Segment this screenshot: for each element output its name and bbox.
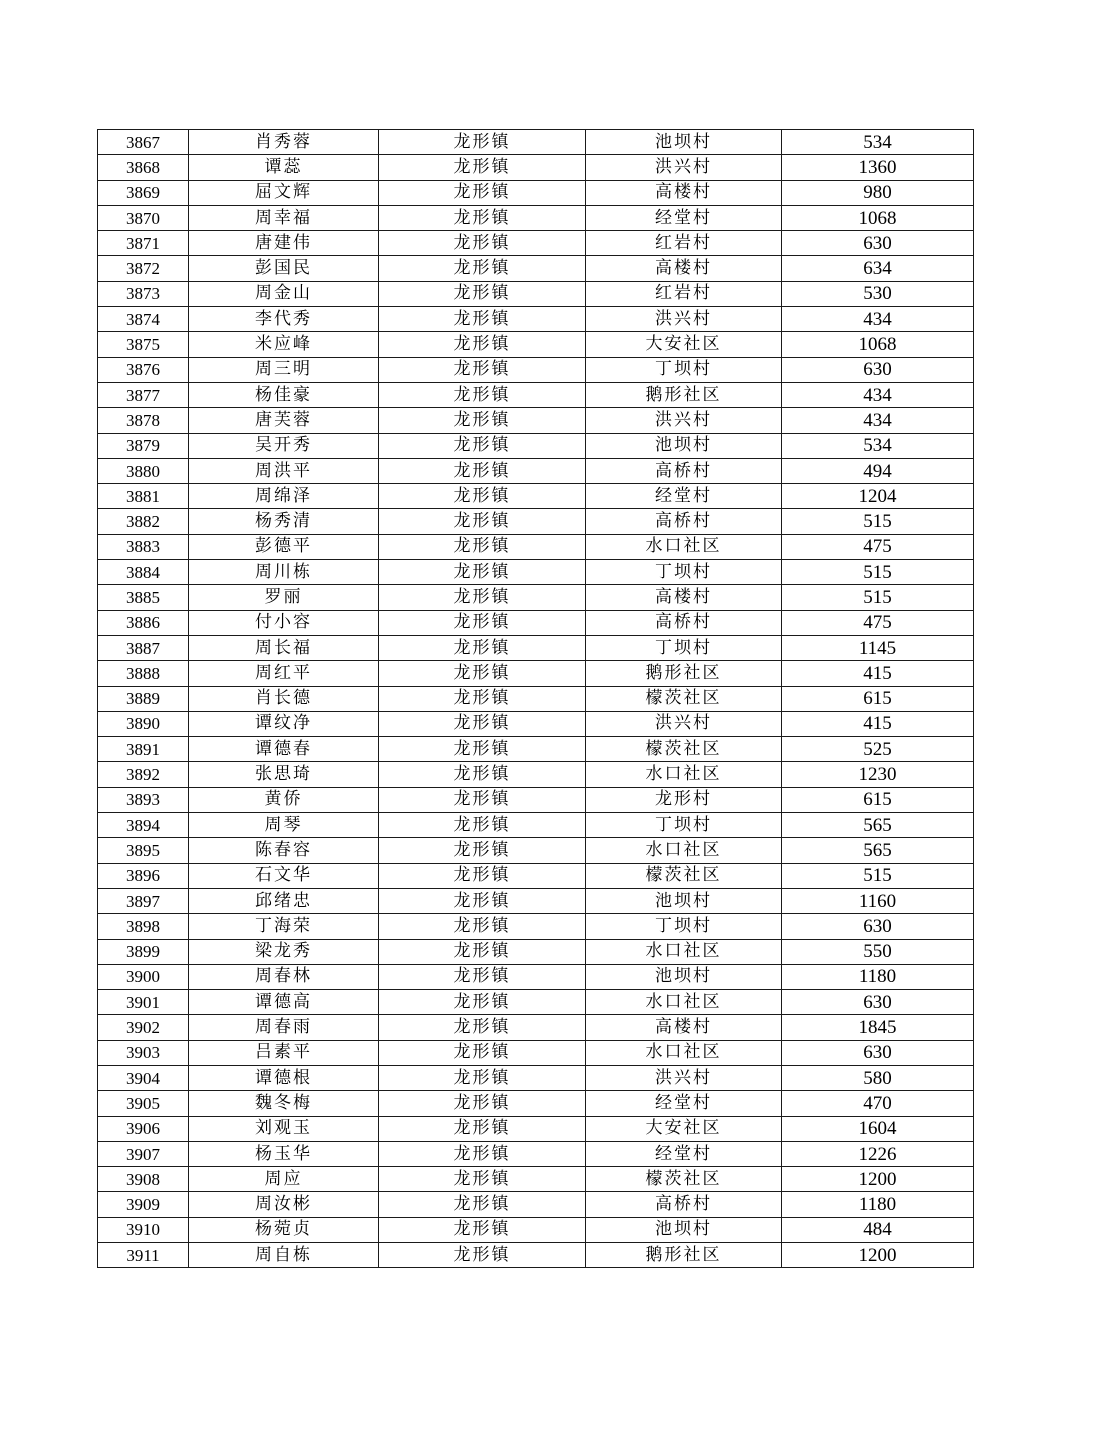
town-cell: 龙形镇 xyxy=(379,1015,586,1040)
village-cell: 高桥村 xyxy=(586,509,782,534)
record-number-cell: 3889 xyxy=(98,686,189,711)
amount-cell: 515 xyxy=(782,863,974,888)
person-name-cell: 丁海荣 xyxy=(189,914,379,939)
table-row xyxy=(98,1243,974,1268)
town-cell: 龙形镇 xyxy=(379,256,586,281)
table-row xyxy=(98,1065,974,1090)
amount-cell: 1604 xyxy=(782,1116,974,1141)
amount-cell: 1230 xyxy=(782,762,974,787)
town-cell: 龙形镇 xyxy=(379,458,586,483)
amount-cell: 1145 xyxy=(782,635,974,660)
table-row xyxy=(98,231,974,256)
record-number-cell: 3899 xyxy=(98,939,189,964)
person-name-cell: 石文华 xyxy=(189,863,379,888)
town-cell: 龙形镇 xyxy=(379,863,586,888)
amount-cell: 565 xyxy=(782,813,974,838)
table-row xyxy=(98,585,974,610)
town-cell: 龙形镇 xyxy=(379,357,586,382)
town-cell: 龙形镇 xyxy=(379,534,586,559)
town-cell: 龙形镇 xyxy=(379,281,586,306)
person-name-cell: 付小容 xyxy=(189,610,379,635)
record-number-cell: 3887 xyxy=(98,635,189,660)
record-number-cell: 3869 xyxy=(98,180,189,205)
village-cell: 檬茨社区 xyxy=(586,686,782,711)
record-number-cell: 3910 xyxy=(98,1217,189,1242)
amount-cell: 1200 xyxy=(782,1243,974,1268)
table-row xyxy=(98,534,974,559)
village-cell: 丁坝村 xyxy=(586,635,782,660)
amount-cell: 1068 xyxy=(782,205,974,230)
town-cell: 龙形镇 xyxy=(379,1192,586,1217)
amount-cell: 534 xyxy=(782,433,974,458)
person-name-cell: 谭蕊 xyxy=(189,155,379,180)
village-cell: 高楼村 xyxy=(586,1015,782,1040)
record-number-cell: 3907 xyxy=(98,1141,189,1166)
table-row xyxy=(98,686,974,711)
person-name-cell: 周红平 xyxy=(189,661,379,686)
amount-cell: 630 xyxy=(782,1040,974,1065)
person-name-cell: 罗丽 xyxy=(189,585,379,610)
table-row xyxy=(98,1192,974,1217)
table-row xyxy=(98,661,974,686)
amount-cell: 515 xyxy=(782,509,974,534)
record-number-cell: 3881 xyxy=(98,484,189,509)
village-cell: 经堂村 xyxy=(586,1091,782,1116)
amount-cell: 615 xyxy=(782,686,974,711)
record-number-cell: 3896 xyxy=(98,863,189,888)
village-cell: 鹅形社区 xyxy=(586,661,782,686)
record-number-cell: 3893 xyxy=(98,787,189,812)
village-cell: 大安社区 xyxy=(586,1116,782,1141)
village-cell: 洪兴村 xyxy=(586,307,782,332)
town-cell: 龙形镇 xyxy=(379,813,586,838)
person-name-cell: 唐芙蓉 xyxy=(189,408,379,433)
person-name-cell: 黄侨 xyxy=(189,787,379,812)
amount-cell: 434 xyxy=(782,382,974,407)
table-row xyxy=(98,1141,974,1166)
amount-cell: 580 xyxy=(782,1065,974,1090)
amount-cell: 565 xyxy=(782,838,974,863)
amount-cell: 515 xyxy=(782,585,974,610)
amount-cell: 630 xyxy=(782,231,974,256)
amount-cell: 1226 xyxy=(782,1141,974,1166)
town-cell: 龙形镇 xyxy=(379,762,586,787)
town-cell: 龙形镇 xyxy=(379,787,586,812)
person-name-cell: 周长福 xyxy=(189,635,379,660)
table-row xyxy=(98,560,974,585)
table-row xyxy=(98,180,974,205)
record-number-cell: 3873 xyxy=(98,281,189,306)
table-row xyxy=(98,787,974,812)
table-row xyxy=(98,762,974,787)
amount-cell: 1845 xyxy=(782,1015,974,1040)
town-cell: 龙形镇 xyxy=(379,382,586,407)
village-cell: 池坝村 xyxy=(586,130,782,155)
village-cell: 檬茨社区 xyxy=(586,863,782,888)
village-cell: 经堂村 xyxy=(586,205,782,230)
record-number-cell: 3871 xyxy=(98,231,189,256)
person-name-cell: 谭德高 xyxy=(189,990,379,1015)
table-row xyxy=(98,155,974,180)
village-cell: 经堂村 xyxy=(586,484,782,509)
record-number-cell: 3890 xyxy=(98,711,189,736)
village-cell: 高楼村 xyxy=(586,256,782,281)
town-cell: 龙形镇 xyxy=(379,307,586,332)
village-cell: 丁坝村 xyxy=(586,914,782,939)
amount-cell: 534 xyxy=(782,130,974,155)
record-number-cell: 3868 xyxy=(98,155,189,180)
table-row xyxy=(98,1167,974,1192)
amount-cell: 470 xyxy=(782,1091,974,1116)
village-cell: 高楼村 xyxy=(586,585,782,610)
record-number-cell: 3894 xyxy=(98,813,189,838)
amount-cell: 630 xyxy=(782,357,974,382)
table-row xyxy=(98,509,974,534)
table-row xyxy=(98,635,974,660)
record-number-cell: 3879 xyxy=(98,433,189,458)
record-number-cell: 3875 xyxy=(98,332,189,357)
record-number-cell: 3867 xyxy=(98,130,189,155)
village-cell: 高楼村 xyxy=(586,180,782,205)
town-cell: 龙形镇 xyxy=(379,408,586,433)
record-number-cell: 3901 xyxy=(98,990,189,1015)
record-number-cell: 3906 xyxy=(98,1116,189,1141)
person-name-cell: 吴开秀 xyxy=(189,433,379,458)
table-row xyxy=(98,939,974,964)
town-cell: 龙形镇 xyxy=(379,1040,586,1065)
village-cell: 水口社区 xyxy=(586,762,782,787)
amount-cell: 475 xyxy=(782,534,974,559)
town-cell: 龙形镇 xyxy=(379,737,586,762)
town-cell: 龙形镇 xyxy=(379,661,586,686)
person-name-cell: 吕素平 xyxy=(189,1040,379,1065)
person-name-cell: 魏冬梅 xyxy=(189,1091,379,1116)
table-row xyxy=(98,1116,974,1141)
table-row xyxy=(98,1040,974,1065)
record-number-cell: 3882 xyxy=(98,509,189,534)
person-name-cell: 周洪平 xyxy=(189,458,379,483)
amount-cell: 434 xyxy=(782,307,974,332)
table-row xyxy=(98,256,974,281)
person-name-cell: 唐建伟 xyxy=(189,231,379,256)
record-number-cell: 3905 xyxy=(98,1091,189,1116)
record-number-cell: 3885 xyxy=(98,585,189,610)
town-cell: 龙形镇 xyxy=(379,231,586,256)
table-row xyxy=(98,307,974,332)
village-cell: 洪兴村 xyxy=(586,1065,782,1090)
village-cell: 池坝村 xyxy=(586,433,782,458)
amount-cell: 630 xyxy=(782,990,974,1015)
village-cell: 洪兴村 xyxy=(586,155,782,180)
person-name-cell: 周春林 xyxy=(189,964,379,989)
village-cell: 经堂村 xyxy=(586,1141,782,1166)
amount-cell: 1160 xyxy=(782,888,974,913)
person-name-cell: 杨佳豪 xyxy=(189,382,379,407)
amount-cell: 980 xyxy=(782,180,974,205)
table-row xyxy=(98,711,974,736)
person-name-cell: 谭纹净 xyxy=(189,711,379,736)
town-cell: 龙形镇 xyxy=(379,180,586,205)
village-cell: 丁坝村 xyxy=(586,357,782,382)
record-number-cell: 3883 xyxy=(98,534,189,559)
village-cell: 池坝村 xyxy=(586,888,782,913)
person-name-cell: 米应峰 xyxy=(189,332,379,357)
record-number-cell: 3900 xyxy=(98,964,189,989)
village-cell: 水口社区 xyxy=(586,939,782,964)
village-cell: 红岩村 xyxy=(586,231,782,256)
town-cell: 龙形镇 xyxy=(379,332,586,357)
record-number-cell: 3886 xyxy=(98,610,189,635)
amount-cell: 1180 xyxy=(782,1192,974,1217)
record-number-cell: 3876 xyxy=(98,357,189,382)
village-cell: 水口社区 xyxy=(586,990,782,1015)
record-number-cell: 3908 xyxy=(98,1167,189,1192)
amount-cell: 1068 xyxy=(782,332,974,357)
amount-cell: 634 xyxy=(782,256,974,281)
person-name-cell: 周自栋 xyxy=(189,1243,379,1268)
record-number-cell: 3904 xyxy=(98,1065,189,1090)
village-cell: 高桥村 xyxy=(586,610,782,635)
town-cell: 龙形镇 xyxy=(379,635,586,660)
town-cell: 龙形镇 xyxy=(379,509,586,534)
town-cell: 龙形镇 xyxy=(379,888,586,913)
table-row xyxy=(98,888,974,913)
record-number-cell: 3872 xyxy=(98,256,189,281)
table-row xyxy=(98,357,974,382)
table-row xyxy=(98,813,974,838)
record-number-cell: 3884 xyxy=(98,560,189,585)
person-name-cell: 邱绪忠 xyxy=(189,888,379,913)
town-cell: 龙形镇 xyxy=(379,560,586,585)
village-cell: 洪兴村 xyxy=(586,711,782,736)
table-row xyxy=(98,408,974,433)
town-cell: 龙形镇 xyxy=(379,585,586,610)
amount-cell: 1200 xyxy=(782,1167,974,1192)
person-name-cell: 周川栋 xyxy=(189,560,379,585)
record-number-cell: 3895 xyxy=(98,838,189,863)
record-number-cell: 3877 xyxy=(98,382,189,407)
town-cell: 龙形镇 xyxy=(379,610,586,635)
person-name-cell: 周金山 xyxy=(189,281,379,306)
person-name-cell: 刘观玉 xyxy=(189,1116,379,1141)
amount-cell: 1180 xyxy=(782,964,974,989)
table-row xyxy=(98,990,974,1015)
record-number-cell: 3870 xyxy=(98,205,189,230)
table-row xyxy=(98,964,974,989)
village-cell: 水口社区 xyxy=(586,1040,782,1065)
person-name-cell: 梁龙秀 xyxy=(189,939,379,964)
table-row xyxy=(98,332,974,357)
amount-cell: 475 xyxy=(782,610,974,635)
table-row xyxy=(98,1217,974,1242)
record-number-cell: 3897 xyxy=(98,888,189,913)
table-row xyxy=(98,484,974,509)
amount-cell: 525 xyxy=(782,737,974,762)
amount-cell: 630 xyxy=(782,914,974,939)
village-cell: 丁坝村 xyxy=(586,813,782,838)
village-cell: 鹅形社区 xyxy=(586,1243,782,1268)
amount-cell: 494 xyxy=(782,458,974,483)
person-name-cell: 周幸福 xyxy=(189,205,379,230)
record-number-cell: 3891 xyxy=(98,737,189,762)
table-row xyxy=(98,838,974,863)
town-cell: 龙形镇 xyxy=(379,1065,586,1090)
amount-cell: 434 xyxy=(782,408,974,433)
record-number-cell: 3902 xyxy=(98,1015,189,1040)
village-cell: 高桥村 xyxy=(586,1192,782,1217)
table-row xyxy=(98,130,974,155)
town-cell: 龙形镇 xyxy=(379,1091,586,1116)
table-row xyxy=(98,914,974,939)
table-row xyxy=(98,863,974,888)
record-number-cell: 3880 xyxy=(98,458,189,483)
town-cell: 龙形镇 xyxy=(379,990,586,1015)
table-row xyxy=(98,281,974,306)
village-cell: 龙形村 xyxy=(586,787,782,812)
person-name-cell: 彭国民 xyxy=(189,256,379,281)
person-name-cell: 周绵泽 xyxy=(189,484,379,509)
town-cell: 龙形镇 xyxy=(379,1141,586,1166)
village-cell: 大安社区 xyxy=(586,332,782,357)
town-cell: 龙形镇 xyxy=(379,964,586,989)
record-number-cell: 3888 xyxy=(98,661,189,686)
town-cell: 龙形镇 xyxy=(379,711,586,736)
person-name-cell: 谭德春 xyxy=(189,737,379,762)
town-cell: 龙形镇 xyxy=(379,205,586,230)
town-cell: 龙形镇 xyxy=(379,838,586,863)
person-name-cell: 周琴 xyxy=(189,813,379,838)
amount-cell: 515 xyxy=(782,560,974,585)
person-name-cell: 张思琦 xyxy=(189,762,379,787)
table-row xyxy=(98,458,974,483)
town-cell: 龙形镇 xyxy=(379,433,586,458)
table-row xyxy=(98,1015,974,1040)
record-number-cell: 3909 xyxy=(98,1192,189,1217)
town-cell: 龙形镇 xyxy=(379,130,586,155)
town-cell: 龙形镇 xyxy=(379,1116,586,1141)
person-name-cell: 周春雨 xyxy=(189,1015,379,1040)
person-name-cell: 杨玉华 xyxy=(189,1141,379,1166)
person-name-cell: 肖长德 xyxy=(189,686,379,711)
person-name-cell: 屈文辉 xyxy=(189,180,379,205)
village-cell: 丁坝村 xyxy=(586,560,782,585)
amount-cell: 415 xyxy=(782,711,974,736)
person-name-cell: 陈春容 xyxy=(189,838,379,863)
record-number-cell: 3878 xyxy=(98,408,189,433)
village-cell: 水口社区 xyxy=(586,838,782,863)
amount-cell: 530 xyxy=(782,281,974,306)
record-number-cell: 3911 xyxy=(98,1243,189,1268)
table-row xyxy=(98,610,974,635)
table-row xyxy=(98,433,974,458)
person-name-cell: 李代秀 xyxy=(189,307,379,332)
person-name-cell: 周汝彬 xyxy=(189,1192,379,1217)
person-name-cell: 彭德平 xyxy=(189,534,379,559)
town-cell: 龙形镇 xyxy=(379,484,586,509)
person-name-cell: 周三明 xyxy=(189,357,379,382)
village-cell: 池坝村 xyxy=(586,1217,782,1242)
town-cell: 龙形镇 xyxy=(379,155,586,180)
village-cell: 水口社区 xyxy=(586,534,782,559)
record-number-cell: 3898 xyxy=(98,914,189,939)
person-name-cell: 肖秀蓉 xyxy=(189,130,379,155)
record-number-cell: 3892 xyxy=(98,762,189,787)
roster-table xyxy=(97,129,974,1268)
town-cell: 龙形镇 xyxy=(379,939,586,964)
amount-cell: 550 xyxy=(782,939,974,964)
village-cell: 鹅形社区 xyxy=(586,382,782,407)
table-row xyxy=(98,205,974,230)
person-name-cell: 杨秀清 xyxy=(189,509,379,534)
village-cell: 洪兴村 xyxy=(586,408,782,433)
amount-cell: 1204 xyxy=(782,484,974,509)
village-cell: 高桥村 xyxy=(586,458,782,483)
town-cell: 龙形镇 xyxy=(379,686,586,711)
table-row xyxy=(98,737,974,762)
person-name-cell: 周应 xyxy=(189,1167,379,1192)
village-cell: 红岩村 xyxy=(586,281,782,306)
roster-table-body xyxy=(98,130,974,1268)
village-cell: 檬茨社区 xyxy=(586,1167,782,1192)
amount-cell: 415 xyxy=(782,661,974,686)
town-cell: 龙形镇 xyxy=(379,914,586,939)
person-name-cell: 杨菀贞 xyxy=(189,1217,379,1242)
town-cell: 龙形镇 xyxy=(379,1217,586,1242)
table-row xyxy=(98,382,974,407)
table-row xyxy=(98,1091,974,1116)
amount-cell: 615 xyxy=(782,787,974,812)
town-cell: 龙形镇 xyxy=(379,1243,586,1268)
record-number-cell: 3903 xyxy=(98,1040,189,1065)
town-cell: 龙形镇 xyxy=(379,1167,586,1192)
village-cell: 檬茨社区 xyxy=(586,737,782,762)
person-name-cell: 谭德根 xyxy=(189,1065,379,1090)
amount-cell: 484 xyxy=(782,1217,974,1242)
record-number-cell: 3874 xyxy=(98,307,189,332)
amount-cell: 1360 xyxy=(782,155,974,180)
village-cell: 池坝村 xyxy=(586,964,782,989)
